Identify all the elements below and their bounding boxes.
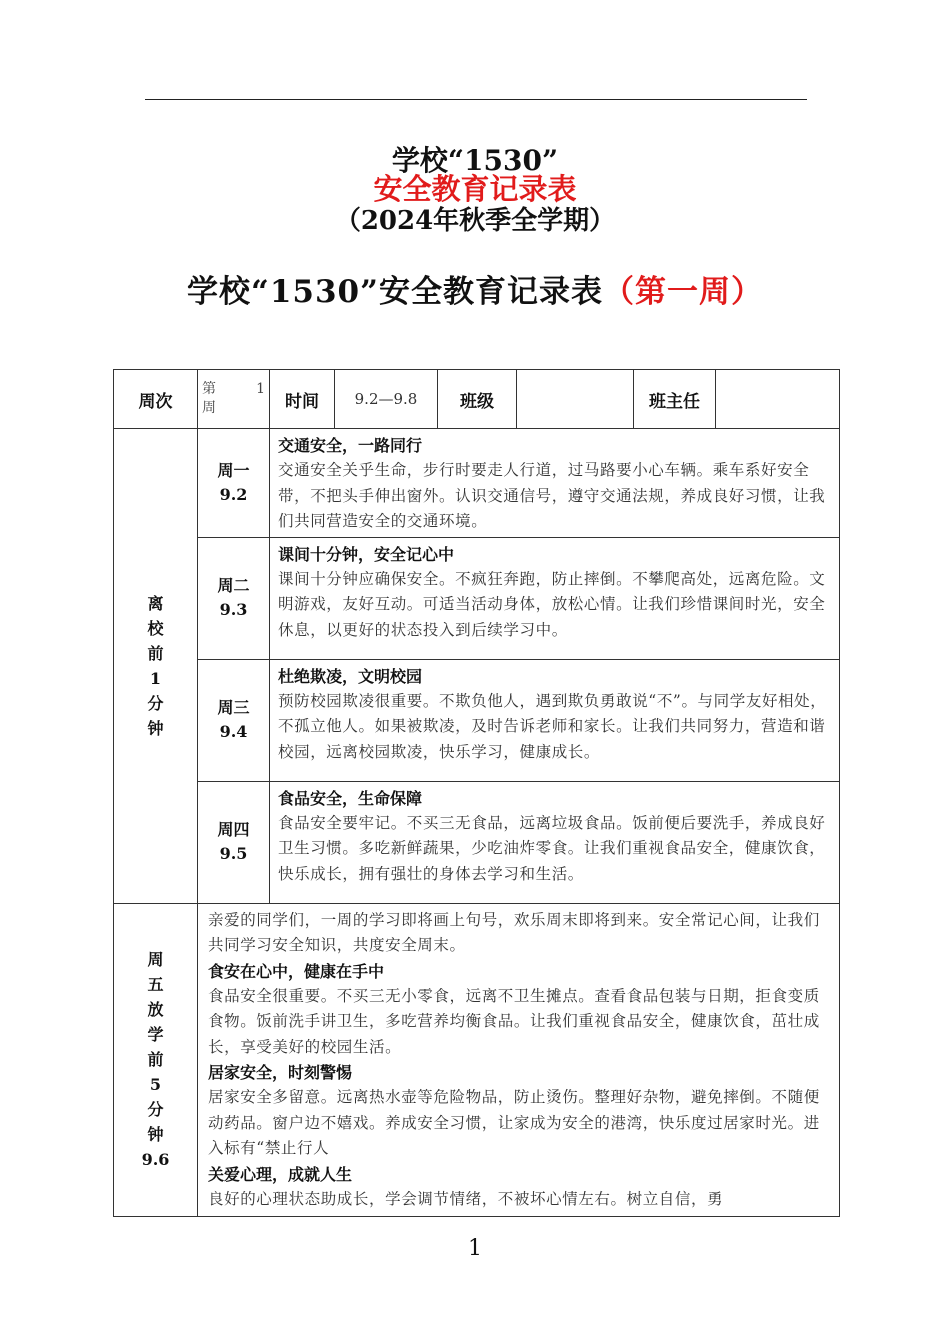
table-row bbox=[114, 659, 840, 781]
week-value bbox=[198, 370, 270, 429]
friday-content bbox=[198, 903, 840, 1216]
vert-char: 1 bbox=[149, 668, 162, 688]
vert-char: 钟 bbox=[147, 718, 164, 738]
title-line-3: （2024年秋季全学期） bbox=[334, 206, 616, 236]
day-date: 9.3 bbox=[219, 600, 248, 619]
week-subtitle bbox=[0, 272, 950, 312]
friday-label bbox=[114, 903, 198, 1216]
vert-char: 学 bbox=[147, 1025, 164, 1044]
vert-char: 分 bbox=[147, 693, 164, 713]
day-date: 9.4 bbox=[219, 722, 248, 741]
day-content-wed bbox=[270, 659, 840, 781]
topic-title: 食安在心中，健康在手中 bbox=[208, 961, 385, 981]
day-content-tue bbox=[270, 537, 840, 659]
week-value-c: 周 bbox=[202, 400, 216, 416]
vert-char: 钟 bbox=[147, 1125, 164, 1144]
teacher-value[interactable] bbox=[716, 370, 840, 429]
day-date: 9.2 bbox=[219, 484, 248, 504]
day-cell-tue bbox=[198, 537, 270, 659]
day-date: 9.5 bbox=[219, 844, 248, 863]
class-label: 班级 bbox=[438, 370, 517, 429]
friday-intro: 亲爱的同学们，一周的学习即将画上句号，欢乐周末即将到来。安全常记心间，让我们共同学习安全知识，共度安全周末。 bbox=[208, 910, 820, 954]
day-content-thu bbox=[270, 781, 840, 903]
subtitle-main: 学校“1530”安全教育记录表 bbox=[187, 274, 603, 310]
day-name: 周二 bbox=[217, 576, 250, 595]
topic-title: 关爱心理，成就人生 bbox=[208, 1164, 353, 1184]
day-cell-mon bbox=[198, 429, 270, 538]
week-value-b: 1 bbox=[256, 381, 265, 397]
class-value[interactable] bbox=[517, 370, 634, 429]
vert-char: 前 bbox=[147, 1050, 164, 1069]
vert-char: 离 bbox=[147, 593, 164, 613]
day-name: 周三 bbox=[217, 698, 250, 717]
week-label: 周次 bbox=[114, 370, 198, 429]
vert-char: 校 bbox=[147, 618, 164, 638]
day-name: 周四 bbox=[217, 820, 250, 839]
title-line-2: 安全教育记录表 bbox=[373, 172, 577, 206]
subtitle-week: （第一周） bbox=[602, 274, 763, 310]
vert-char: 周 bbox=[147, 950, 164, 969]
week-value-a: 第 bbox=[202, 381, 216, 397]
vert-char: 前 bbox=[147, 643, 164, 663]
topic-title: 交通安全，一路同行 bbox=[278, 436, 423, 455]
vert-char: 五 bbox=[147, 975, 164, 994]
day-cell-wed bbox=[198, 659, 270, 781]
topic-text: 课间十分钟应确保安全。不疯狂奔跑，防止摔倒。不攀爬高处，远离危险。文明游戏，友好互动。可适当活动身体，放松心情。让我们珍惜课间时光，安全休息，以更好的状态投入到后续学习中。 bbox=[278, 569, 826, 639]
record-table bbox=[113, 369, 840, 1217]
topic-title: 杜绝欺凌，文明校园 bbox=[278, 666, 423, 686]
day-cell-thu bbox=[198, 781, 270, 903]
topic-title: 居家安全，时刻警惕 bbox=[208, 1063, 353, 1082]
page-number: 1 bbox=[468, 1236, 482, 1261]
topic-text: 交通安全关乎生命，步行时要走人行道，过马路要小心车辆。乘车系好安全带，不把头手伸出窗外。认识交通信号，遵守交通法规，养成良好习惯，让我们共同营造安全的交通环境。 bbox=[278, 461, 826, 530]
time-value: 9.2—9.8 bbox=[335, 370, 438, 429]
topic-text: 食品安全很重要。不买三无小零食，远离不卫生摊点。查看食品包装与日期，拒食变质食物。饭前洗手讲卫生，多吃营养均衡食品。让我们重视食品安全，健康饮食，茁壮成长，享受美好的校园生活。 bbox=[208, 986, 820, 1056]
vert-char: 放 bbox=[147, 1000, 164, 1019]
day-name: 周一 bbox=[217, 460, 250, 480]
day-content-mon bbox=[270, 429, 840, 538]
vert-char: 5 bbox=[149, 1075, 162, 1094]
before-leave-label bbox=[114, 429, 198, 904]
table-row bbox=[114, 781, 840, 903]
header-rule bbox=[145, 99, 807, 100]
vert-char: 9.6 bbox=[141, 1150, 170, 1169]
vert-char: 分 bbox=[147, 1100, 164, 1119]
title-line-1: 学校“1530” bbox=[391, 144, 559, 177]
topic-title: 食品安全，生命保障 bbox=[278, 788, 423, 808]
topic-text: 食品安全要牢记。不买三无食品，远离垃圾食品。饭前便后要洗手，养成良好卫生习惯。多吃新鲜蔬果，少吃油炸零食。让我们重视食品安全，健康饮食，快乐成长，拥有强壮的身体去学习和生活。 bbox=[278, 813, 826, 883]
table-header-row bbox=[114, 370, 840, 429]
topic-text: 居家安全多留意。远离热水壶等危险物品，防止烫伤。整理好杂物，避免摔倒。不随便动药品。窗户边不嬉戏。养成安全习惯，让家成为安全的港湾，快乐度过居家时光。进入标有“禁止行人 bbox=[208, 1088, 820, 1157]
topic-text: 良好的心理状态助成长，学会调节情绪，不被坏心情左右。树立自信，勇 bbox=[208, 1189, 724, 1208]
table-row-friday bbox=[114, 903, 840, 1216]
table-row bbox=[114, 429, 840, 538]
topic-title: 课间十分钟，安全记心中 bbox=[278, 544, 455, 564]
topic-text: 预防校园欺凌很重要。不欺负他人，遇到欺负勇敢说“不”。与同学友好相处，不孤立他人。如果被欺凌，及时告诉老师和家长。让我们共同努力，营造和谐校园，远离校园欺凌，快乐学习，健康成长。 bbox=[278, 691, 827, 761]
table-row bbox=[114, 537, 840, 659]
time-label: 时间 bbox=[270, 370, 335, 429]
teacher-label: 班主任 bbox=[634, 370, 716, 429]
